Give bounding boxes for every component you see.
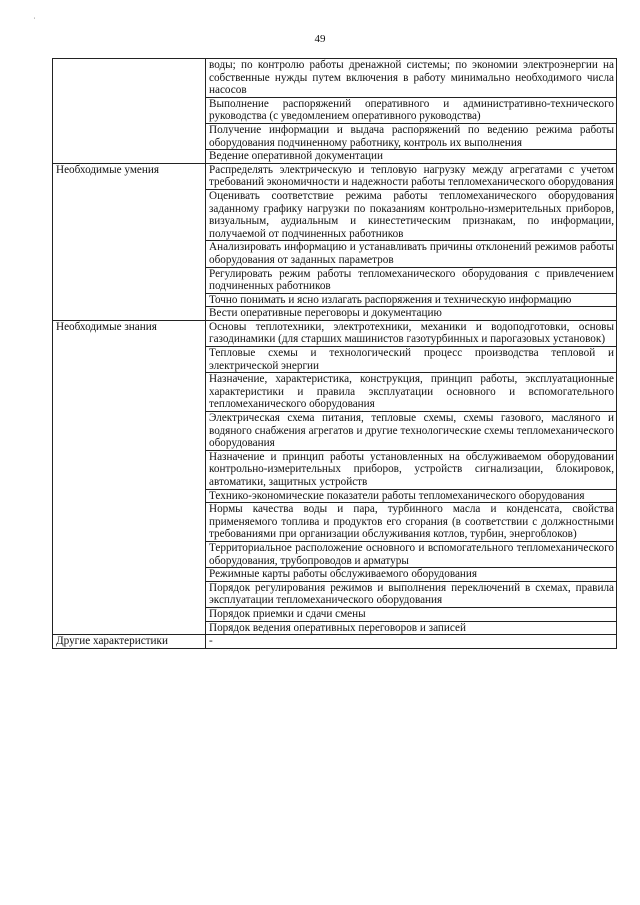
- table-cell: Назначение, характеристика, конструкция, принцип работы, эксплуатационные характеристики и правила эксплуатации основного и вспомогательного тепломеханического оборудования: [206, 373, 617, 412]
- table-row: [53, 163, 617, 189]
- table-cell: Технико-экономические показатели работы тепломеханического оборудования: [206, 489, 617, 503]
- table-cell: Получение информации и выдача распоряжений по ведению режима работы оборудования подчиненному работнику, контроль их выполнения: [206, 123, 617, 149]
- knowledge-label: Необходимые знания: [53, 320, 206, 634]
- table-cell: Основы теплотехники, электротехники, механики и водоподготовки, основы газодинамики (для старших машинистов газотурбинных и парогазовых установок): [206, 320, 617, 346]
- table-row: [53, 59, 617, 98]
- table-cell: Точно понимать и ясно излагать распоряжения и техническую информацию: [206, 293, 617, 307]
- table-cell: воды; по контролю работы дренажной системы; по экономии электроэнергии на собственные нужды путем включения в работу минимально необходимого числа насосов: [206, 59, 617, 98]
- label-cell-empty: [53, 59, 206, 164]
- table-row: [53, 320, 617, 346]
- table-cell: Порядок ведения оперативных переговоров и записей: [206, 621, 617, 635]
- table-cell: Вести оперативные переговоры и документацию: [206, 307, 617, 321]
- table-cell: Распределять электрическую и тепловую нагрузку между агрегатами с учетом требований экономичности и надежности работы тепломеханического оборудования: [206, 163, 617, 189]
- table-cell: Порядок приемки и сдачи смены: [206, 607, 617, 621]
- table-cell: Назначение и принцип работы установленных на обслуживаемом оборудовании контрольно-измерительных приборов, устройств сигнализации, блокировок, автоматики, защитных устройств: [206, 450, 617, 489]
- table-cell: Выполнение распоряжений оперативного и административно-технического руководства (с уведомлением оперативного руководства): [206, 97, 617, 123]
- skills-label: Необходимые умения: [53, 163, 206, 320]
- table-cell: Регулировать режим работы тепломеханического оборудования с привлечением подчиненных работников: [206, 267, 617, 293]
- other-characteristics-label: Другие характеристики: [53, 635, 206, 649]
- table-cell: Ведение оперативной документации: [206, 150, 617, 164]
- table-cell: Территориальное расположение основного и вспомогательного тепломеханического оборудования, трубопроводов и арматуры: [206, 541, 617, 567]
- table-cell: Тепловые схемы и технологический процесс производства тепловой и электрической энергии: [206, 347, 617, 373]
- table-cell: Оценивать соответствие режима работы тепломеханического оборудования заданному графику нагрузки по показаниям контрольно-измерительных приборов, визуальным, аудиальным и кинестетическим признакам, по информации, получаемой от подчиненных работников: [206, 189, 617, 240]
- page-number: 49: [314, 33, 326, 45]
- table-row: [53, 635, 617, 649]
- table-cell: Электрическая схема питания, тепловые схемы, схемы газового, масляного и водяного снабжения агрегатов и другие технологические схемы тепломеханического оборудования: [206, 412, 617, 451]
- table-cell: Порядок регулирования режимов и выполнения переключений в схемах, правила эксплуатации тепломеханического оборудования: [206, 581, 617, 607]
- corner-mark: ˙: [33, 16, 36, 25]
- table-cell: Анализировать информацию и устанавливать причины отклонений режимов работы оборудования от заданных параметров: [206, 241, 617, 267]
- requirements-table: [52, 58, 617, 649]
- table-cell: Нормы качества воды и пара, турбинного масла и конденсата, свойства применяемого топлива и продуктов его сгорания (в соответствии с должностными требованиями при организации обслуживания котлов, турбин, энергоблоков): [206, 503, 617, 542]
- other-characteristics-value: -: [206, 635, 617, 649]
- table-cell: Режимные карты работы обслуживаемого оборудования: [206, 568, 617, 582]
